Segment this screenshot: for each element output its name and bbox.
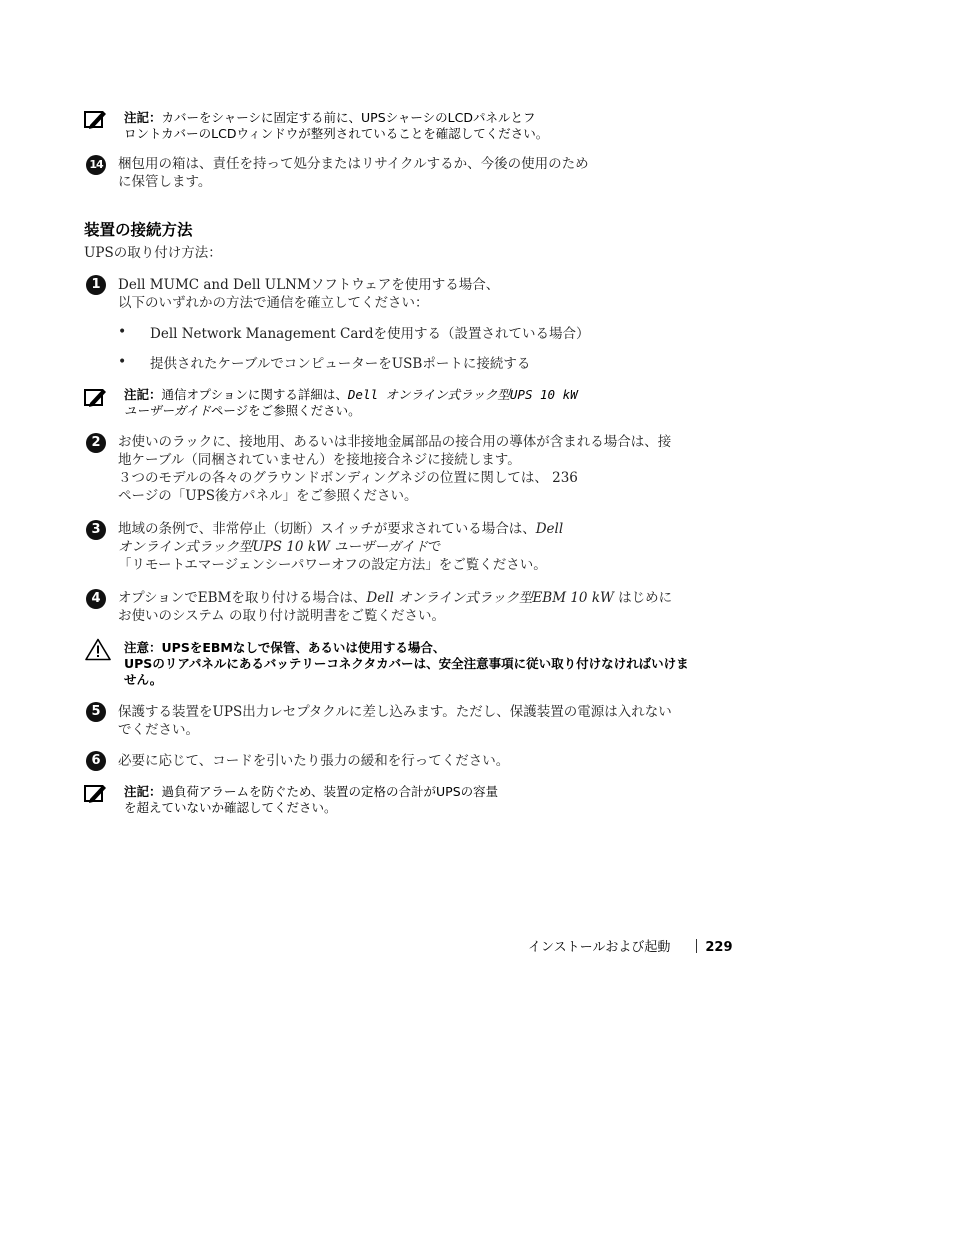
caution-text: せん。 bbox=[124, 672, 163, 687]
bullet-item: 提供されたケーブルでコンピューターをUSBポートに接続する bbox=[150, 356, 531, 372]
note-2 bbox=[124, 387, 578, 419]
step-text-italic: Dell オンライン式ラック型EBM 10 kW bbox=[366, 590, 614, 606]
step-text: で bbox=[427, 539, 442, 555]
step-text: 以下のいずれかの方法で通信を確立してください： bbox=[118, 295, 429, 311]
note-label: 注記： bbox=[124, 784, 162, 799]
step-number-3: 3 bbox=[86, 520, 106, 540]
step-6-text bbox=[118, 752, 509, 770]
section-intro: UPSの取り付け方法： bbox=[84, 245, 222, 261]
step-text: でください。 bbox=[118, 722, 199, 738]
step-text: オプションでEBMを取り付ける場合は、 bbox=[118, 590, 367, 606]
step-number-5: 5 bbox=[86, 702, 106, 722]
caution-text: UPSのリアパネルにあるバッテリーコネクタカバーは、安全注意事項に従い取り付けなければいけま bbox=[124, 656, 689, 671]
note-text: 通信オプションに関する詳細は、 bbox=[161, 387, 348, 402]
step-text: ３つのモデルの各々のグラウンドボンディングネジの位置に関しては、 236 bbox=[118, 470, 578, 486]
step-text: お使いのシステム の取り付け説明書をご覧ください。 bbox=[118, 608, 445, 624]
note-1 bbox=[124, 110, 548, 142]
step-text: 地ケーブル（同梱されていません）を接地接合ネジに接続します。 bbox=[118, 452, 521, 468]
note-text: ページをご参照ください。 bbox=[210, 403, 361, 418]
caution-note bbox=[124, 640, 689, 688]
note-icon bbox=[84, 110, 106, 135]
note-icon bbox=[84, 388, 106, 413]
step-14-text bbox=[118, 155, 589, 191]
step-text-italic: オンライン式ラック型UPS 10 kW ユーザーガイド bbox=[118, 539, 428, 555]
section-title: 装置の接続方法 bbox=[84, 221, 193, 239]
caution-label: 注意： bbox=[124, 640, 162, 655]
note-text: ロントカバーのLCDウィンドウが整列されていることを確認してください。 bbox=[124, 126, 549, 141]
step-text: はじめに bbox=[613, 590, 673, 606]
step-number-14: 14 bbox=[86, 155, 106, 175]
step-text-italic: Dell bbox=[535, 521, 564, 537]
note-3 bbox=[124, 784, 498, 816]
note-text: カバーをシャーシに固定する前に、UPSシャーシのLCDパネルとフ bbox=[161, 110, 536, 125]
step-3-text bbox=[118, 520, 563, 574]
note-label: 注記： bbox=[124, 387, 162, 402]
step-1-text bbox=[118, 276, 499, 312]
step-5-text bbox=[118, 703, 672, 739]
step-number-6: 6 bbox=[86, 751, 106, 771]
step-text: 「リモートエマージェンシーパワーオフの設定方法」をご覧ください。 bbox=[118, 557, 547, 573]
note-text: 過負荷アラームを防ぐため、装置の定格の合計がUPSの容量 bbox=[161, 784, 499, 799]
step-text: 地域の条例で、非常停止（切断）スイッチが要求されている場合は、 bbox=[118, 521, 536, 537]
step-text: Dell MUMC and Dell ULNMソフトウェアを使用する場合、 bbox=[118, 277, 500, 293]
step-text: 保護する装置をUPS出力レセプタクルに差し込みます。ただし、保護装置の電源は入れない bbox=[118, 704, 672, 720]
bullet-item: Dell Network Management Cardを使用する（設置されている場合） bbox=[150, 326, 590, 342]
step-number-1: 1 bbox=[86, 275, 106, 295]
step-text: に保管します。 bbox=[118, 174, 212, 190]
note-text: を超えていないか確認してください。 bbox=[124, 800, 337, 815]
bullet-icon: • bbox=[118, 354, 127, 370]
caution-text: UPSをEBMなしで保管、あるいは使用する場合、 bbox=[161, 640, 446, 655]
step-2-text bbox=[118, 433, 671, 505]
step-text: 必要に応じて、コードを引いたり張力の緩和を行ってください。 bbox=[118, 753, 510, 769]
note-label: 注記： bbox=[124, 110, 162, 125]
step-number-4: 4 bbox=[86, 589, 106, 609]
step-text: 梱包用の箱は、責任を持って処分またはリサイクルするか、今後の使用のため bbox=[118, 156, 589, 172]
bullet-icon: • bbox=[118, 324, 127, 340]
step-4-text bbox=[118, 589, 672, 625]
page-number: 229 bbox=[705, 940, 733, 955]
note-icon bbox=[84, 784, 106, 809]
caution-icon bbox=[85, 638, 111, 666]
step-text: ページの「UPS後方パネル」をご参照ください。 bbox=[118, 488, 418, 504]
footer-divider bbox=[696, 939, 697, 953]
step-text: お使いのラックに、接地用、あるいは非接地金属部品の接合用の導体が含まれる場合は、接 bbox=[118, 434, 672, 450]
note-text-italic: Dell オンライン式ラック型UPS 10 kW bbox=[347, 387, 578, 402]
footer-section-name: インストールおよび起動 bbox=[528, 940, 671, 955]
step-number-2: 2 bbox=[86, 433, 106, 453]
note-text-italic: ユーザーガイド bbox=[124, 403, 211, 418]
page-footer bbox=[528, 939, 733, 956]
